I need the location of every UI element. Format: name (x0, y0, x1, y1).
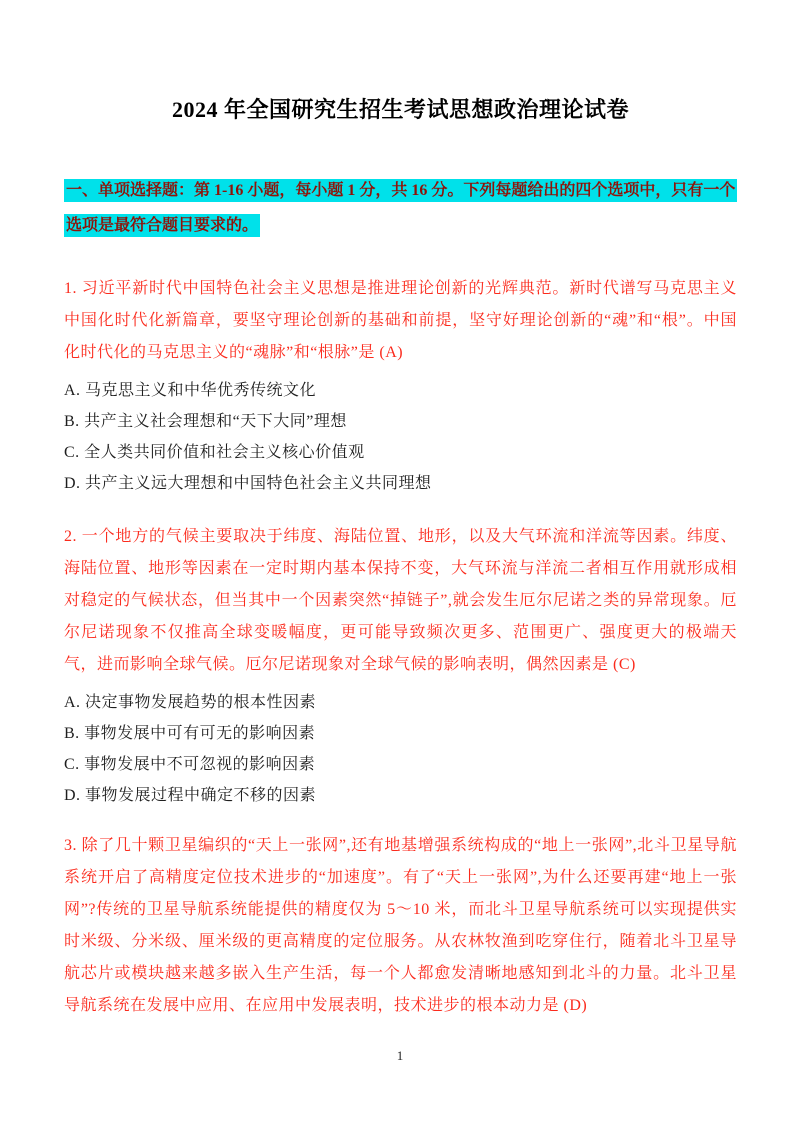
question-1-stem: 1. 习近平新时代中国特色社会主义思想是推进理论创新的光辉典范。新时代谱写马克思主义中国化时代化新篇章，要坚守理论创新的基础和前提，坚守好理论创新的“魂”和“根”。中国化时代化的马克思主义的“魂脉”和“根脉”是 (A) (64, 280, 737, 361)
question-3 (64, 830, 737, 1022)
document-title: 2024 年全国研究生招生考试思想政治理论试卷 (171, 97, 629, 122)
section-header-highlight: 一、单项选择题：第 1-16 小题，每小题 1 分，共 16 分。下列每题给出的四个选项中，只有一个选项是最符合题目要求的。 (64, 179, 737, 237)
question-2-option-d: D. 事物发展过程中确定不移的因素 (64, 787, 317, 804)
question-1-option-c: C. 全人类共同价值和社会主义核心价值观 (64, 444, 365, 461)
question-2-option-a: A. 决定事物发展趋势的根本性因素 (64, 694, 317, 711)
question-2-stem: 2. 一个地方的气候主要取决于纬度、海陆位置、地形，以及大气环流和洋流等因素。纬度、海陆位置、地形等因素在一定时期内基本保持不变，大气环流与洋流二者相互作用就形成相对稳定的气候状态，但当其中一个因素突然“掉链子”,就会发生厄尔尼诺之类的异常现象。厄尔尼诺现象不仅推高全球变暖幅度，更可能导致频次更多、范围更广、强度更大的极端天气，进而影响全球气候。厄尔尼诺现象对全球气候的影响表明，偶然因素是 (C) (64, 528, 737, 673)
question-1-option-d: D. 共产主义远大理想和中国特色社会主义共同理想 (64, 475, 432, 492)
question-1-option-b: B. 共产主义社会理想和“天下大同”理想 (64, 413, 347, 430)
section-header (64, 173, 737, 243)
question-1 (64, 273, 737, 499)
question-1-option-a: A. 马克思主义和中华优秀传统文化 (64, 382, 317, 399)
page-number: 1 (396, 1048, 404, 1063)
question-2-option-b: B. 事物发展中可有可无的影响因素 (64, 725, 316, 742)
question-2-option-c: C. 事物发展中不可忽视的影响因素 (64, 756, 316, 773)
question-2 (64, 521, 737, 811)
question-3-stem: 3. 除了几十颗卫星编织的“天上一张网”,还有地基增强系统构成的“地上一张网”,北斗卫星导航系统开启了高精度定位技术进步的“加速度”。有了“天上一张网”,为什么还要再建“地上一张网”?传统的卫星导航系统能提供的精度仅为 5～10 米，而北斗卫星导航系统可以实现提供实时米级、分米级、厘米级的更高精度的定位服务。从农林牧渔到吃穿住行，随着北斗卫星导航芯片或模块越来越多嵌入生产生活，每一个人都愈发清晰地感知到北斗的力量。北斗卫星导航系统在发展中应用、在应用中发展表明，技术进步的根本动力是 (D) (64, 837, 737, 1014)
